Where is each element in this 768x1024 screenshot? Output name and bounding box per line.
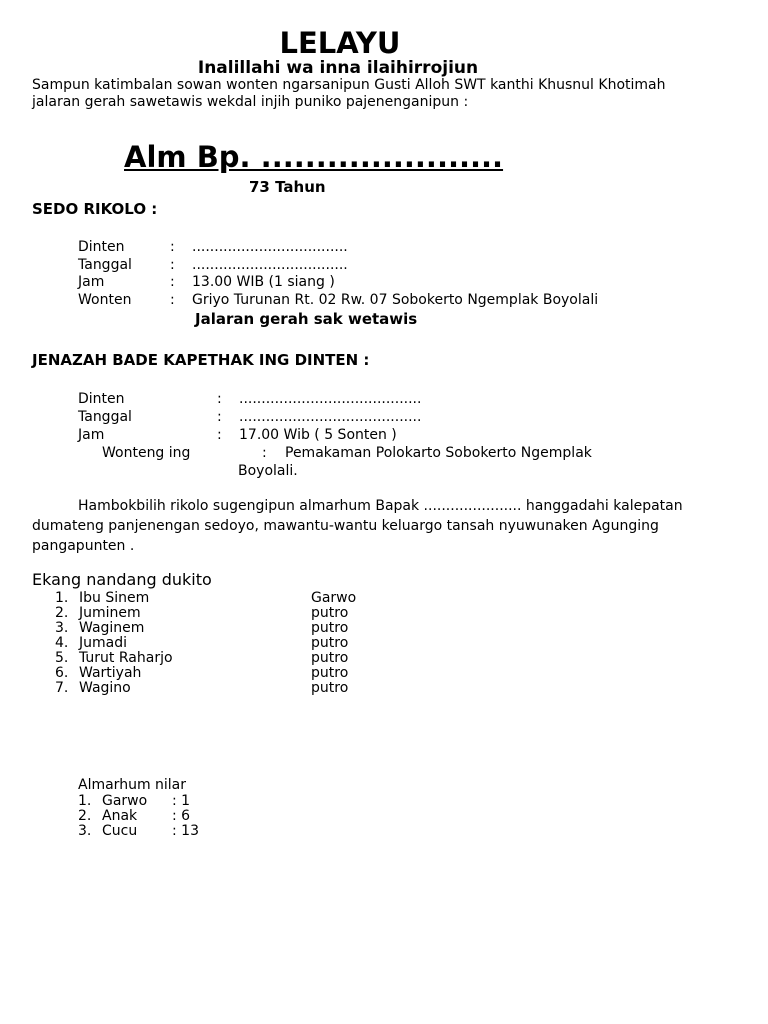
list-item — [55, 666, 415, 681]
family-heading: Ekang nandang dukito — [32, 570, 212, 589]
legacy-label: Garwo — [102, 793, 148, 809]
family-list — [55, 591, 415, 696]
list-item — [78, 824, 278, 839]
jenazah-place-label: Wonteng ing — [102, 445, 191, 461]
narrative-paragraph — [32, 496, 712, 556]
sedo-value: 13.00 WIB (1 siang ) — [192, 274, 335, 290]
list-item-number: 2. — [55, 605, 69, 621]
sedo-label: Dinten — [78, 239, 125, 255]
list-item-number: 4. — [55, 635, 69, 651]
member-relation: putro — [311, 680, 349, 696]
intro-paragraph: Sampun katimbalan sowan wonten ngarsanipun Gusti Alloh SWT kanthi Khusnul Khotimah jalaran gerah sawetawis wekdal injih puniko pajenenganipun : — [32, 77, 666, 110]
legacy-label: Anak — [102, 808, 138, 824]
sedo-label: Jam — [78, 274, 105, 290]
list-item-number: 5. — [55, 650, 69, 666]
list-item-number: 7. — [55, 680, 69, 696]
member-name: Turut Raharjo — [79, 650, 173, 666]
member-name: Jumadi — [79, 635, 127, 651]
sedo-colon: : — [170, 274, 175, 290]
list-item-number: 6. — [55, 665, 69, 681]
sedo-heading: SEDO RIKOLO : — [32, 200, 158, 218]
legacy-heading: Almarhum nilar — [78, 777, 187, 793]
member-relation: putro — [311, 635, 349, 651]
sedo-cause: Jalaran gerah sak wetawis — [195, 310, 418, 328]
sedo-value: ................................... — [192, 257, 348, 273]
document-subtitle: Inalillahi wa inna ilaihirrojiun — [197, 58, 479, 78]
list-item-number: 2. — [78, 808, 92, 824]
sedo-row-wonten — [78, 291, 598, 309]
sedo-row-tanggal — [78, 256, 348, 274]
document-title: LELAYU — [279, 26, 401, 60]
deceased-name: Alm Bp. ...................... — [124, 140, 504, 174]
sedo-colon: : — [170, 292, 175, 308]
member-name: Wartiyah — [79, 665, 142, 681]
member-relation: Garwo — [311, 590, 357, 606]
jenazah-place-value-cont: Boyolali. — [238, 463, 298, 479]
member-name: Wagino — [79, 680, 131, 696]
jenazah-value: ......................................... — [239, 409, 422, 425]
list-item-number: 3. — [78, 823, 92, 839]
legacy-value: : 1 — [172, 793, 191, 809]
sedo-label: Wonten — [78, 292, 132, 308]
member-relation: putro — [311, 605, 349, 621]
jenazah-label: Dinten — [78, 391, 125, 407]
sedo-label: Tanggal — [78, 257, 132, 273]
legacy-list — [78, 794, 278, 839]
jenazah-row-dinten — [78, 390, 421, 408]
list-item — [55, 651, 415, 666]
sedo-colon: : — [170, 257, 175, 273]
list-item — [55, 636, 415, 651]
jenazah-colon: : — [217, 391, 222, 407]
jenazah-colon: : — [217, 427, 222, 443]
member-relation: putro — [311, 665, 349, 681]
list-item-number: 1. — [78, 793, 92, 809]
jenazah-row-place — [102, 444, 592, 462]
jenazah-colon: : — [217, 409, 222, 425]
jenazah-heading: JENAZAH BADE KAPETHAK ING DINTEN : — [32, 351, 370, 369]
member-name: Ibu Sinem — [79, 590, 150, 606]
narrative-text: Hambokbilih rikolo sugengipun almarhum Bapak ...................... hanggadahi kalepatan dumateng panjenengan sedoyo, mawantu-wantu keluargo tansah nyuwunaken Agunging pangapunten . — [32, 498, 683, 554]
sedo-row-jam — [78, 273, 335, 291]
member-relation: putro — [311, 620, 349, 636]
list-item — [78, 794, 278, 809]
list-item — [55, 606, 415, 621]
member-relation: putro — [311, 650, 349, 666]
legacy-value: : 6 — [172, 808, 191, 824]
jenazah-place-value: Pemakaman Polokarto Sobokerto Ngemplak — [285, 445, 592, 461]
legacy-label: Cucu — [102, 823, 138, 839]
jenazah-place-colon: : — [262, 445, 267, 461]
list-item — [55, 621, 415, 636]
legacy-value: : 13 — [172, 823, 199, 839]
sedo-colon: : — [170, 239, 175, 255]
list-item-number: 3. — [55, 620, 69, 636]
sedo-value: Griyo Turunan Rt. 02 Rw. 07 Sobokerto Ngemplak Boyolali — [192, 292, 599, 308]
list-item-number: 1. — [55, 590, 69, 606]
jenazah-value: 17.00 Wib ( 5 Sonten ) — [239, 427, 397, 443]
list-item — [55, 591, 415, 606]
sedo-row-dinten — [78, 238, 348, 256]
sedo-value: ................................... — [192, 239, 348, 255]
jenazah-value: ......................................... — [239, 391, 422, 407]
list-item — [78, 809, 278, 824]
jenazah-label: Jam — [78, 427, 105, 443]
jenazah-row-tanggal — [78, 408, 421, 426]
jenazah-row-jam — [78, 426, 397, 444]
list-item — [55, 681, 415, 696]
jenazah-label: Tanggal — [78, 409, 132, 425]
deceased-age: 73 Tahun — [249, 178, 326, 196]
member-name: Waginem — [79, 620, 145, 636]
member-name: Juminem — [79, 605, 141, 621]
